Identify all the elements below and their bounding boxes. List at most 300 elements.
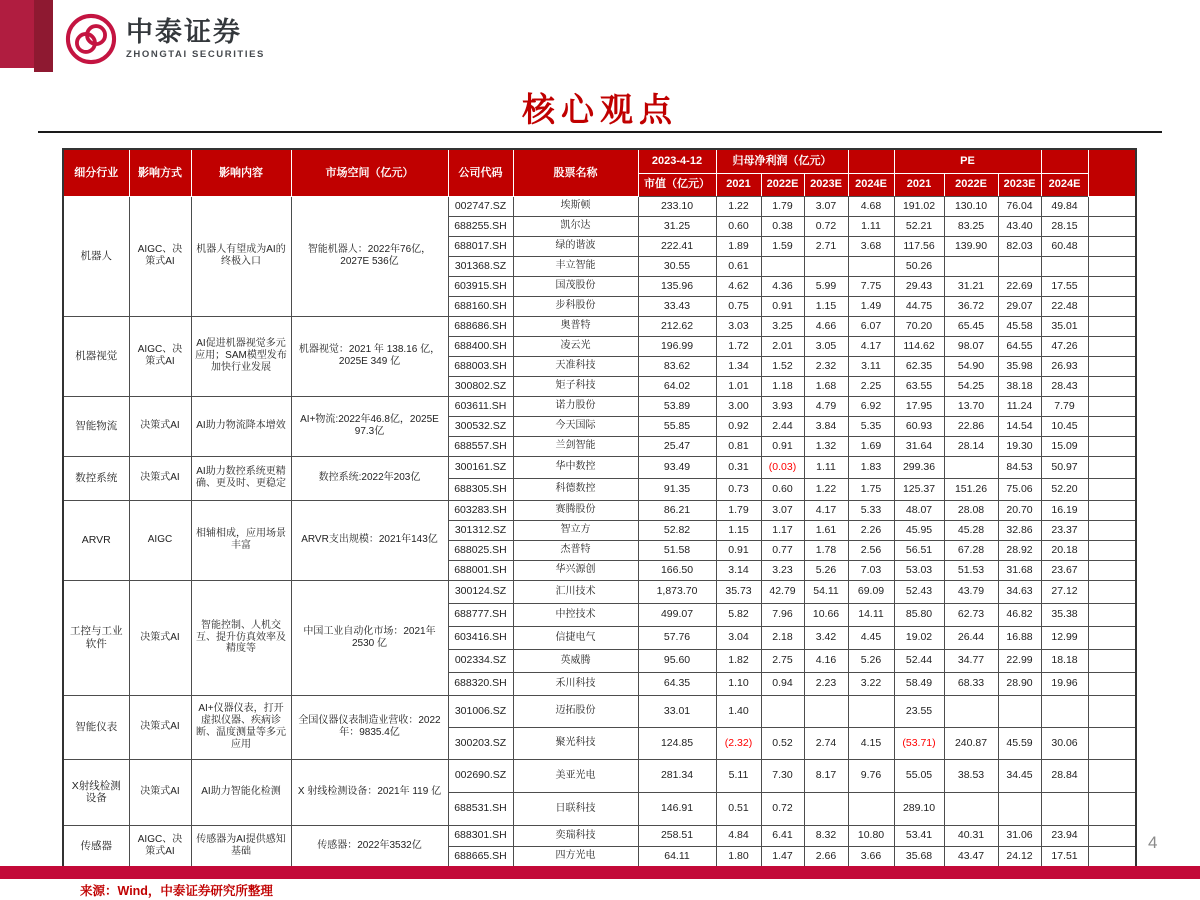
brand-name-cn: 中泰证券	[126, 17, 242, 48]
value-cell: 1.79	[716, 500, 761, 520]
section-industry: 机器视觉	[63, 316, 129, 396]
company-code: 300802.SZ	[448, 376, 513, 396]
company-code: 688001.SH	[448, 560, 513, 580]
section-impact-mode: AIGC、决策式AI	[129, 196, 191, 316]
empty-cell	[1088, 236, 1136, 256]
value-cell: 1.11	[804, 456, 848, 478]
value-cell: 3.07	[804, 196, 848, 216]
col-header-impact-content: 影响内容	[191, 149, 291, 196]
brand-text	[126, 18, 265, 60]
value-cell: 60.48	[1041, 236, 1088, 256]
value-cell: 5.26	[848, 649, 894, 672]
value-cell: 30.06	[1041, 727, 1088, 759]
company-code: 300532.SZ	[448, 416, 513, 436]
value-cell: 62.73	[944, 603, 998, 626]
value-cell: 1.61	[804, 520, 848, 540]
stock-name: 华兴源创	[513, 560, 638, 580]
stock-name: 智立方	[513, 520, 638, 540]
value-cell: 20.70	[998, 500, 1041, 520]
value-cell: 20.18	[1041, 540, 1088, 560]
value-cell: 240.87	[944, 727, 998, 759]
empty-cell	[1088, 196, 1136, 216]
value-cell	[944, 456, 998, 478]
empty-cell	[1088, 316, 1136, 336]
value-cell: 63.55	[894, 376, 944, 396]
value-cell: 3.93	[761, 396, 804, 416]
value-cell: 1.78	[804, 540, 848, 560]
company-code: 002334.SZ	[448, 649, 513, 672]
section-impact-mode: 决策式AI	[129, 456, 191, 500]
value-cell: 26.93	[1041, 356, 1088, 376]
col-header-company-code: 公司代码	[448, 149, 513, 196]
value-cell: 5.35	[848, 416, 894, 436]
value-cell: 6.41	[761, 825, 804, 846]
value-cell: 135.96	[638, 276, 716, 296]
stock-name: 今天国际	[513, 416, 638, 436]
company-code: 688531.SH	[448, 792, 513, 825]
company-code: 688025.SH	[448, 540, 513, 560]
value-cell: 31.06	[998, 825, 1041, 846]
value-cell: 65.45	[944, 316, 998, 336]
empty-cell	[1088, 520, 1136, 540]
section-impact-mode: 决策式AI	[129, 396, 191, 456]
value-cell: 0.61	[716, 256, 761, 276]
value-cell: 49.84	[1041, 196, 1088, 216]
company-code: 688255.SH	[448, 216, 513, 236]
value-cell: 0.73	[716, 478, 761, 500]
value-cell: 0.52	[761, 727, 804, 759]
stock-name: 禾川科技	[513, 672, 638, 695]
value-cell: 233.10	[638, 196, 716, 216]
stock-name: 兰剑智能	[513, 436, 638, 456]
value-cell: 1.89	[716, 236, 761, 256]
empty-cell	[1088, 603, 1136, 626]
company-code: 002690.SZ	[448, 759, 513, 792]
stock-name: 奕瑞科技	[513, 825, 638, 846]
col-header-segment: 细分行业	[63, 149, 129, 196]
value-cell: 53.03	[894, 560, 944, 580]
value-cell: 2.66	[804, 846, 848, 867]
col-header-profit-2024e: 2024E	[848, 173, 894, 196]
stock-name: 埃斯顿	[513, 196, 638, 216]
company-code: 603416.SH	[448, 626, 513, 649]
value-cell: 28.14	[944, 436, 998, 456]
value-cell: 0.91	[761, 436, 804, 456]
value-cell: 46.82	[998, 603, 1041, 626]
empty-cell	[1088, 500, 1136, 520]
section-market-space: 智能机器人：2022年76亿，2027E 536亿	[291, 196, 448, 316]
value-cell: 2.71	[804, 236, 848, 256]
value-cell: 45.95	[894, 520, 944, 540]
value-cell: 10.45	[1041, 416, 1088, 436]
value-cell: 8.17	[804, 759, 848, 792]
value-cell: 5.26	[804, 560, 848, 580]
empty-cell	[1088, 792, 1136, 825]
value-cell: 4.17	[848, 336, 894, 356]
value-cell: 191.02	[894, 196, 944, 216]
value-cell: 1.83	[848, 456, 894, 478]
value-cell: 76.04	[998, 196, 1041, 216]
value-cell: 3.23	[761, 560, 804, 580]
value-cell: 0.75	[716, 296, 761, 316]
section-impact-content: 相辅相成，应用场景丰富	[191, 500, 291, 580]
value-cell: 0.77	[761, 540, 804, 560]
value-cell: 130.10	[944, 196, 998, 216]
value-cell: 0.60	[761, 478, 804, 500]
title-divider	[38, 131, 1162, 133]
col-header-profit-group: 归母净利润（亿元）	[716, 149, 848, 173]
value-cell: 0.38	[761, 216, 804, 236]
section-market-space: ARVR支出规模：2021年143亿	[291, 500, 448, 580]
value-cell: 17.51	[1041, 846, 1088, 867]
value-cell: 28.92	[998, 540, 1041, 560]
section-market-space: AI+物流:2022年46.8亿，2025E 97.3亿	[291, 396, 448, 456]
section-market-space: X 射线检测设备：2021年 119 亿	[291, 759, 448, 825]
value-cell: 3.22	[848, 672, 894, 695]
value-cell: 23.37	[1041, 520, 1088, 540]
value-cell: 2.75	[761, 649, 804, 672]
value-cell: 4.62	[716, 276, 761, 296]
value-cell: 3.14	[716, 560, 761, 580]
value-cell: 3.04	[716, 626, 761, 649]
empty-cell	[1088, 626, 1136, 649]
value-cell: 1.18	[761, 376, 804, 396]
stock-name: 中控技术	[513, 603, 638, 626]
company-code: 603611.SH	[448, 396, 513, 416]
value-cell: 28.43	[1041, 376, 1088, 396]
value-cell: 114.62	[894, 336, 944, 356]
section-industry: 机器人	[63, 196, 129, 316]
value-cell: 8.32	[804, 825, 848, 846]
stock-name: 华中数控	[513, 456, 638, 478]
value-cell: 1.72	[716, 336, 761, 356]
value-cell: 7.30	[761, 759, 804, 792]
value-cell: 0.51	[716, 792, 761, 825]
empty-cell	[1088, 256, 1136, 276]
value-cell: 53.89	[638, 396, 716, 416]
value-cell: 22.48	[1041, 296, 1088, 316]
value-cell: 28.90	[998, 672, 1041, 695]
value-cell: 2.18	[761, 626, 804, 649]
value-cell: 55.05	[894, 759, 944, 792]
section-market-space: 中国工业自动化市场：2021年2530 亿	[291, 580, 448, 695]
value-cell: 38.18	[998, 376, 1041, 396]
value-cell: 31.21	[944, 276, 998, 296]
value-cell: 26.44	[944, 626, 998, 649]
value-cell: 10.66	[804, 603, 848, 626]
table-body	[63, 196, 1136, 867]
stock-name: 杰普特	[513, 540, 638, 560]
col-header-trailing	[1088, 149, 1136, 196]
empty-cell	[1088, 436, 1136, 456]
value-cell: 43.40	[998, 216, 1041, 236]
empty-cell	[1088, 478, 1136, 500]
value-cell: 54.25	[944, 376, 998, 396]
stock-name: 国茂股份	[513, 276, 638, 296]
value-cell: 16.88	[998, 626, 1041, 649]
value-cell: 10.80	[848, 825, 894, 846]
section-industry: ARVR	[63, 500, 129, 580]
value-cell: 95.60	[638, 649, 716, 672]
value-cell: 86.21	[638, 500, 716, 520]
company-code: 688665.SH	[448, 846, 513, 867]
col-header-pe-2023e: 2023E	[998, 173, 1041, 196]
value-cell: 299.36	[894, 456, 944, 478]
section-industry: 智能物流	[63, 396, 129, 456]
value-cell: 5.99	[804, 276, 848, 296]
value-cell: 281.34	[638, 759, 716, 792]
value-cell: 1.11	[848, 216, 894, 236]
col-header-profit-2022e: 2022E	[761, 173, 804, 196]
stock-name: 绿的谐波	[513, 236, 638, 256]
company-code: 300203.SZ	[448, 727, 513, 759]
value-cell: 2.26	[848, 520, 894, 540]
value-cell: 18.18	[1041, 649, 1088, 672]
value-cell: 38.53	[944, 759, 998, 792]
value-cell: 53.41	[894, 825, 944, 846]
company-code: 688017.SH	[448, 236, 513, 256]
value-cell: 64.02	[638, 376, 716, 396]
company-code: 688301.SH	[448, 825, 513, 846]
value-cell: 50.26	[894, 256, 944, 276]
value-cell: 16.19	[1041, 500, 1088, 520]
empty-cell	[1088, 825, 1136, 846]
value-cell: 124.85	[638, 727, 716, 759]
value-cell: 3.11	[848, 356, 894, 376]
value-cell	[848, 256, 894, 276]
value-cell: 35.98	[998, 356, 1041, 376]
value-cell: 289.10	[894, 792, 944, 825]
zhongtai-logo-icon	[64, 12, 118, 66]
value-cell: 1.17	[761, 520, 804, 540]
section-market-space: 全国仪器仪表制造业营收：2022年：9835.4亿	[291, 695, 448, 759]
value-cell: 0.81	[716, 436, 761, 456]
company-code: 002747.SZ	[448, 196, 513, 216]
value-cell: 6.92	[848, 396, 894, 416]
stock-name: 奥普特	[513, 316, 638, 336]
stock-name: 诺力股份	[513, 396, 638, 416]
value-cell: 1.34	[716, 356, 761, 376]
value-cell: 58.49	[894, 672, 944, 695]
value-cell: 1.79	[761, 196, 804, 216]
empty-cell	[1088, 336, 1136, 356]
value-cell: 43.79	[944, 580, 998, 603]
section-impact-mode: 决策式AI	[129, 580, 191, 695]
source-note: 来源：Wind，中泰证券研究所整理	[80, 884, 273, 898]
empty-cell	[1088, 540, 1136, 560]
empty-cell	[1088, 672, 1136, 695]
empty-cell	[1088, 846, 1136, 867]
value-cell: 166.50	[638, 560, 716, 580]
table-row	[63, 316, 1136, 336]
value-cell: 35.73	[716, 580, 761, 603]
stock-name: 凯尔达	[513, 216, 638, 236]
value-cell: 17.95	[894, 396, 944, 416]
value-cell: 31.64	[894, 436, 944, 456]
value-cell: 4.68	[848, 196, 894, 216]
section-market-space: 机器视觉：2021 年 138.16 亿，2025E 349 亿	[291, 316, 448, 396]
value-cell	[944, 256, 998, 276]
value-cell: 0.60	[716, 216, 761, 236]
value-cell: 7.96	[761, 603, 804, 626]
value-cell	[998, 792, 1041, 825]
section-impact-mode: AIGC、决策式AI	[129, 825, 191, 867]
value-cell: 1.52	[761, 356, 804, 376]
table-row	[63, 695, 1136, 727]
value-cell: 75.06	[998, 478, 1041, 500]
value-cell: 55.85	[638, 416, 716, 436]
value-cell: 4.17	[804, 500, 848, 520]
stock-name: 天准科技	[513, 356, 638, 376]
value-cell: 91.35	[638, 478, 716, 500]
value-cell: (2.32)	[716, 727, 761, 759]
col-header-date: 2023-4-12	[638, 149, 716, 173]
value-cell: 23.94	[1041, 825, 1088, 846]
value-cell: 35.38	[1041, 603, 1088, 626]
value-cell: 22.86	[944, 416, 998, 436]
core-views-table	[62, 148, 1137, 868]
value-cell: 35.01	[1041, 316, 1088, 336]
value-cell: 0.91	[761, 296, 804, 316]
value-cell: 125.37	[894, 478, 944, 500]
value-cell: 1.47	[761, 846, 804, 867]
company-code: 688320.SH	[448, 672, 513, 695]
value-cell: 3.05	[804, 336, 848, 356]
value-cell: 60.93	[894, 416, 944, 436]
value-cell: 196.99	[638, 336, 716, 356]
empty-cell	[1088, 456, 1136, 478]
value-cell: 1.10	[716, 672, 761, 695]
value-cell: 14.11	[848, 603, 894, 626]
section-impact-content: AI助力物流降本增效	[191, 396, 291, 456]
company-code: 301006.SZ	[448, 695, 513, 727]
value-cell: 45.58	[998, 316, 1041, 336]
value-cell: 3.42	[804, 626, 848, 649]
value-cell: 5.82	[716, 603, 761, 626]
value-cell	[804, 256, 848, 276]
value-cell: 3.25	[761, 316, 804, 336]
table-row	[63, 396, 1136, 416]
value-cell: 34.45	[998, 759, 1041, 792]
stock-name: 汇川技术	[513, 580, 638, 603]
value-cell: 25.47	[638, 436, 716, 456]
value-cell: 0.72	[761, 792, 804, 825]
company-code: 688003.SH	[448, 356, 513, 376]
stock-name: 聚光科技	[513, 727, 638, 759]
value-cell: 3.68	[848, 236, 894, 256]
value-cell: 31.25	[638, 216, 716, 236]
col-header-pe-2024e: 2024E	[1041, 173, 1088, 196]
value-cell: 52.43	[894, 580, 944, 603]
value-cell	[998, 256, 1041, 276]
value-cell: 499.07	[638, 603, 716, 626]
value-cell: 52.21	[894, 216, 944, 236]
section-market-space: 数控系统:2022年203亿	[291, 456, 448, 500]
company-code: 688686.SH	[448, 316, 513, 336]
value-cell: 2.25	[848, 376, 894, 396]
company-code: 688400.SH	[448, 336, 513, 356]
value-cell: 67.28	[944, 540, 998, 560]
value-cell: 83.62	[638, 356, 716, 376]
value-cell: 3.00	[716, 396, 761, 416]
table-row	[63, 759, 1136, 792]
value-cell: 51.58	[638, 540, 716, 560]
value-cell: 30.55	[638, 256, 716, 276]
value-cell: 4.45	[848, 626, 894, 649]
value-cell: 1.59	[761, 236, 804, 256]
col-header-mktcap: 市值（亿元）	[638, 173, 716, 196]
value-cell: 258.51	[638, 825, 716, 846]
section-impact-content: AI助力智能化检测	[191, 759, 291, 825]
empty-cell	[1088, 396, 1136, 416]
section-industry: 数控系统	[63, 456, 129, 500]
page-title: 核心观点	[522, 90, 678, 129]
value-cell: 52.20	[1041, 478, 1088, 500]
brand-logo	[64, 12, 265, 66]
value-cell: 29.07	[998, 296, 1041, 316]
value-cell: (53.71)	[894, 727, 944, 759]
section-market-space: 传感器：2022年3532亿	[291, 825, 448, 867]
value-cell: 54.11	[804, 580, 848, 603]
value-cell: 4.79	[804, 396, 848, 416]
empty-cell	[1088, 376, 1136, 396]
value-cell: 1.68	[804, 376, 848, 396]
value-cell: 33.43	[638, 296, 716, 316]
value-cell: 9.76	[848, 759, 894, 792]
value-cell: 222.41	[638, 236, 716, 256]
value-cell: 85.80	[894, 603, 944, 626]
value-cell: 2.32	[804, 356, 848, 376]
value-cell: 54.90	[944, 356, 998, 376]
section-impact-content: AI+仪器仪表，打开虚拟仪器、疾病诊断、温度测量等多元应用	[191, 695, 291, 759]
value-cell: 1.75	[848, 478, 894, 500]
value-cell: 1.22	[804, 478, 848, 500]
value-cell: 83.25	[944, 216, 998, 236]
company-code: 603915.SH	[448, 276, 513, 296]
value-cell: 33.01	[638, 695, 716, 727]
section-industry: X射线检测设备	[63, 759, 129, 825]
value-cell: 27.12	[1041, 580, 1088, 603]
value-cell: 4.84	[716, 825, 761, 846]
value-cell: 0.72	[804, 216, 848, 236]
value-cell	[761, 256, 804, 276]
section-impact-content: AI助力数控系统更精确、更及时、更稳定	[191, 456, 291, 500]
empty-cell	[1088, 695, 1136, 727]
value-cell: 4.36	[761, 276, 804, 296]
empty-cell	[1088, 560, 1136, 580]
table-header	[63, 149, 1136, 196]
stock-name: 信捷电气	[513, 626, 638, 649]
empty-cell	[1088, 216, 1136, 236]
value-cell: 3.84	[804, 416, 848, 436]
value-cell: 7.75	[848, 276, 894, 296]
value-cell: 4.16	[804, 649, 848, 672]
value-cell	[761, 695, 804, 727]
value-cell: 1.80	[716, 846, 761, 867]
stock-name: 美亚光电	[513, 759, 638, 792]
value-cell: 57.76	[638, 626, 716, 649]
value-cell: 1.69	[848, 436, 894, 456]
empty-cell	[1088, 649, 1136, 672]
value-cell: 7.79	[1041, 396, 1088, 416]
value-cell: 5.11	[716, 759, 761, 792]
company-code: 688305.SH	[448, 478, 513, 500]
value-cell: 23.55	[894, 695, 944, 727]
stock-name: 迈拓股份	[513, 695, 638, 727]
section-impact-content: 智能控制、人机交互、提升仿真效率及精度等	[191, 580, 291, 695]
value-cell: 19.96	[1041, 672, 1088, 695]
company-code: 301312.SZ	[448, 520, 513, 540]
